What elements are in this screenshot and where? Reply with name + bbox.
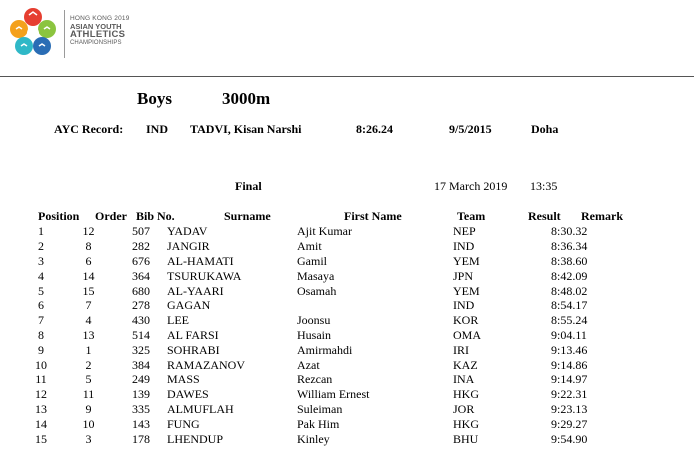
cell-team: NEP xyxy=(453,224,476,239)
header-surname: Surname xyxy=(224,209,271,223)
cell-remark xyxy=(605,328,665,343)
cell-result: 8:55.24 xyxy=(551,313,588,328)
cell-remark xyxy=(605,268,665,283)
cell-remark xyxy=(605,431,665,446)
logo-text xyxy=(70,16,130,46)
cell-remark xyxy=(605,239,665,254)
cell-first-name: Kinley xyxy=(297,431,330,446)
table-row xyxy=(0,224,665,239)
table-row xyxy=(0,357,665,372)
spacer xyxy=(0,224,20,239)
cell-bib: 680 xyxy=(132,283,150,298)
cell-result: 9:54.90 xyxy=(551,431,588,446)
spacer xyxy=(0,431,20,446)
cell-bib: 278 xyxy=(132,298,150,313)
cell-result: 8:48.02 xyxy=(551,283,588,298)
cell-order: 1 xyxy=(85,342,92,357)
cell-remark xyxy=(605,313,665,328)
cell-surname: YADAV xyxy=(167,224,208,239)
cell-bib: 364 xyxy=(132,268,150,283)
record-time: 8:26.24 xyxy=(356,122,393,136)
record-country: IND xyxy=(146,122,169,136)
cell-position: 2 xyxy=(38,239,44,254)
cell-order: 2 xyxy=(85,357,92,372)
cell-result: 8:42.09 xyxy=(551,268,588,283)
logo-line-4: CHAMPIONSHIPS xyxy=(70,39,122,46)
cell-bib: 282 xyxy=(132,239,150,254)
cell-order: 7 xyxy=(85,298,92,313)
cell-team: INA xyxy=(453,372,475,387)
header-bib: Bib No. xyxy=(136,209,175,223)
cell-bib: 143 xyxy=(132,416,150,431)
cell-team: JOR xyxy=(453,401,475,416)
cell-surname: TSURUKAWA xyxy=(167,268,242,283)
spacer xyxy=(0,268,20,283)
cell-order: 3 xyxy=(85,431,92,446)
cell-position: 15 xyxy=(35,431,47,446)
spacer xyxy=(0,387,20,402)
cell-remark xyxy=(605,342,665,357)
event-name: 3000m xyxy=(222,89,271,108)
cell-bib: 384 xyxy=(132,357,150,372)
round-time: 13:35 xyxy=(530,179,558,193)
record-venue: Doha xyxy=(531,122,559,136)
cell-first-name: Pak Him xyxy=(297,416,340,431)
cell-result: 8:54.17 xyxy=(551,298,588,313)
logo-line-1: HONG KONG 2019 xyxy=(70,15,130,22)
cell-first-name: Rezcan xyxy=(297,372,333,387)
cell-team: KAZ xyxy=(453,357,478,372)
table-row xyxy=(0,431,665,446)
event-gender: Boys xyxy=(137,89,172,108)
cell-remark xyxy=(605,298,665,313)
round-date: 17 March 2019 xyxy=(434,179,508,193)
cell-team: HKG xyxy=(453,387,479,402)
cell-team: IRI xyxy=(453,342,469,357)
cell-order: 11 xyxy=(82,387,95,402)
cell-surname: GAGAN xyxy=(167,298,211,313)
header-rule xyxy=(0,76,694,77)
cell-surname: SOHRABI xyxy=(167,342,220,357)
cell-bib: 430 xyxy=(132,313,150,328)
cell-position: 8 xyxy=(38,327,44,342)
cell-result: 9:14.97 xyxy=(551,372,588,387)
cell-remark xyxy=(605,402,665,417)
cell-position: 6 xyxy=(38,298,44,313)
header-first-name: First Name xyxy=(344,209,402,223)
table-row xyxy=(0,387,665,402)
cell-bib: 514 xyxy=(132,327,150,342)
table-row xyxy=(0,254,665,269)
table-row xyxy=(0,372,665,387)
cell-team: HKG xyxy=(453,416,479,431)
record-label: AYC Record: xyxy=(54,122,124,136)
cell-order: 6 xyxy=(85,253,92,268)
cell-surname: ALMUFLAH xyxy=(167,401,234,416)
cell-bib: 325 xyxy=(132,342,150,357)
cell-team: IND xyxy=(453,298,475,313)
cell-order: 10 xyxy=(82,416,95,431)
cell-result: 9:23.13 xyxy=(551,401,588,416)
cell-team: YEM xyxy=(453,253,480,268)
logo-line-2: ASIAN YOUTH xyxy=(70,21,122,31)
cell-first-name: Suleiman xyxy=(297,401,343,416)
cell-remark xyxy=(605,357,665,372)
table-row xyxy=(0,416,665,431)
cell-result: 8:38.60 xyxy=(551,253,588,268)
table-row xyxy=(0,298,665,313)
cell-team: OMA xyxy=(453,327,482,342)
cell-order: 9 xyxy=(85,401,92,416)
table-row xyxy=(0,402,665,417)
cell-order: 8 xyxy=(85,239,92,254)
cell-order: 15 xyxy=(82,283,95,298)
spacer xyxy=(0,328,20,343)
table-row xyxy=(0,342,665,357)
cell-position: 3 xyxy=(38,253,44,268)
spacer xyxy=(0,342,20,357)
cell-result: 8:36.34 xyxy=(551,239,588,254)
cell-first-name: Gamil xyxy=(297,253,327,268)
cell-bib: 676 xyxy=(132,253,150,268)
cell-surname: AL-YAARI xyxy=(167,283,224,298)
cell-order: 14 xyxy=(82,268,95,283)
logo-line-3: ATHLETICS xyxy=(70,29,126,40)
cell-surname: RAMAZANOV xyxy=(167,357,245,372)
cell-first-name: Masaya xyxy=(297,268,335,283)
header-result: Result xyxy=(528,209,561,223)
table-row xyxy=(0,268,665,283)
spacer xyxy=(0,254,20,269)
cell-surname: AL FARSI xyxy=(167,327,219,342)
spacer xyxy=(0,239,20,254)
table-row xyxy=(0,313,665,328)
cell-first-name: Amirmahdi xyxy=(297,342,353,357)
spacer xyxy=(0,357,20,372)
cell-position: 13 xyxy=(35,401,47,416)
cell-team: KOR xyxy=(453,313,479,328)
cell-position: 1 xyxy=(38,224,44,239)
cell-first-name: Amit xyxy=(297,239,322,254)
table-row xyxy=(0,328,665,343)
cell-result: 9:04.11 xyxy=(551,327,587,342)
cell-bib: 139 xyxy=(132,387,150,402)
header-team: Team xyxy=(457,209,486,223)
spacer xyxy=(0,313,20,328)
cell-bib: 249 xyxy=(132,372,150,387)
spacer xyxy=(0,402,20,417)
cell-remark xyxy=(605,372,665,387)
cell-first-name: Azat xyxy=(297,357,320,372)
cell-first-name: Ajit Kumar xyxy=(297,224,352,239)
cell-surname: DAWES xyxy=(167,387,209,402)
cell-first-name: Husain xyxy=(297,327,331,342)
record-date: 9/5/2015 xyxy=(449,122,492,136)
cell-result: 8:30.32 xyxy=(551,224,588,239)
spacer xyxy=(0,372,20,387)
cell-first-name xyxy=(297,298,425,313)
logo-divider xyxy=(64,10,65,58)
cell-bib: 178 xyxy=(132,431,150,446)
cell-order: 4 xyxy=(85,313,92,328)
cell-surname: LHENDUP xyxy=(167,431,223,446)
cell-result: 9:13.46 xyxy=(551,342,588,357)
cell-order: 5 xyxy=(85,372,92,387)
cell-position: 12 xyxy=(35,387,47,402)
cell-remark xyxy=(605,416,665,431)
cell-result: 9:14.86 xyxy=(551,357,588,372)
cell-position: 11 xyxy=(35,372,47,387)
round-label: Final xyxy=(235,179,262,193)
cell-team: BHU xyxy=(453,431,479,446)
cell-order: 12 xyxy=(82,224,95,239)
cell-position: 10 xyxy=(35,357,47,372)
cell-remark xyxy=(605,224,665,239)
cell-team: IND xyxy=(453,239,475,254)
table-row xyxy=(0,283,665,298)
cell-result: 9:22.31 xyxy=(551,387,588,402)
cell-first-name: William Ernest xyxy=(297,387,370,402)
cell-remark xyxy=(605,387,665,402)
cell-position: 4 xyxy=(38,268,44,283)
cell-surname: LEE xyxy=(167,313,189,328)
results-body xyxy=(0,224,665,446)
cell-position: 5 xyxy=(38,283,44,298)
cell-remark xyxy=(605,283,665,298)
cell-order: 13 xyxy=(82,327,95,342)
results-table xyxy=(0,224,665,446)
cell-first-name: Joonsu xyxy=(297,313,331,328)
cell-first-name: Osamah xyxy=(297,283,337,298)
spacer xyxy=(0,283,20,298)
header-position: Position xyxy=(38,209,80,223)
cell-position: 9 xyxy=(38,342,44,357)
cell-position: 14 xyxy=(35,416,47,431)
header-remark: Remark xyxy=(581,209,623,223)
championship-logo-icon xyxy=(6,4,60,64)
cell-surname: JANGIR xyxy=(167,239,210,254)
cell-position: 7 xyxy=(38,313,44,328)
cell-bib: 335 xyxy=(132,401,150,416)
record-holder: TADVI, Kisan Narshi xyxy=(190,122,302,136)
cell-surname: AL-HAMATI xyxy=(167,253,234,268)
table-row xyxy=(0,239,665,254)
cell-remark xyxy=(605,254,665,269)
cell-bib: 507 xyxy=(132,224,150,239)
cell-team: YEM xyxy=(453,283,480,298)
cell-surname: FUNG xyxy=(167,416,200,431)
header-order: Order xyxy=(95,209,127,223)
spacer xyxy=(0,298,20,313)
cell-result: 9:29.27 xyxy=(551,416,588,431)
spacer xyxy=(0,416,20,431)
cell-team: JPN xyxy=(453,268,474,283)
cell-surname: MASS xyxy=(167,372,200,387)
